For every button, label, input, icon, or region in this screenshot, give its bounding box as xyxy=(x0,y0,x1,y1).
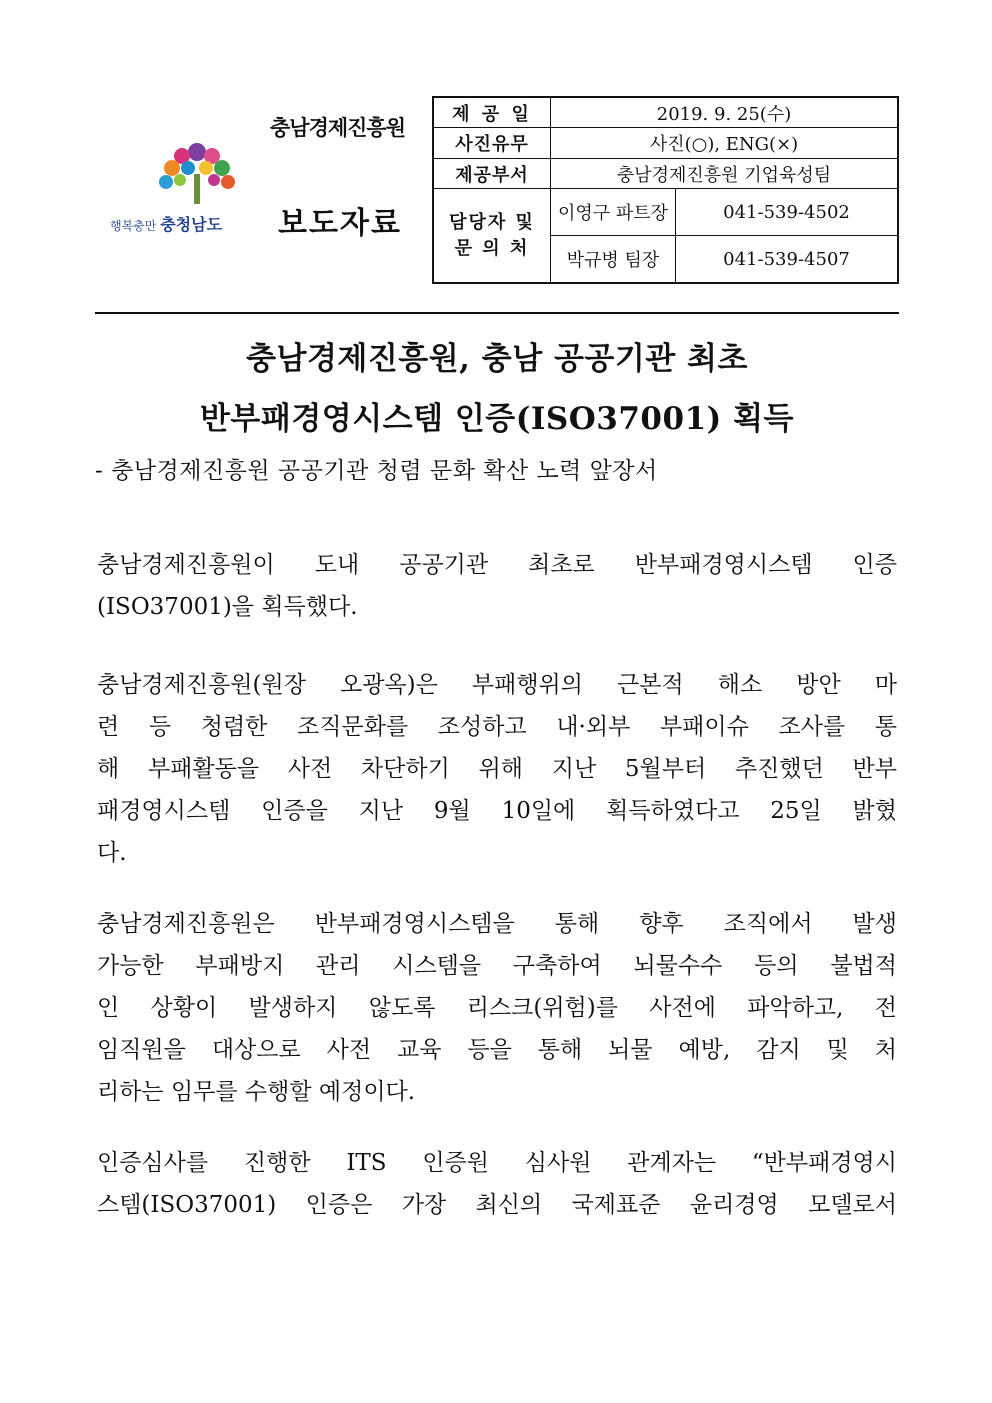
chungnam-logo xyxy=(100,140,250,240)
dept-value: 충남경제진흥원 기업육성팀 xyxy=(551,158,899,189)
date-label: 제 공 일 xyxy=(433,97,551,128)
paragraph-line: 패경영시스템 인증을 지난 9월 10일에 획득하였다고 25일 밝혔 xyxy=(97,798,897,824)
headline-line1: 충남경제진흥원, 충남 공공기관 최초 xyxy=(246,341,748,377)
paragraph-line: 인 상황이 발생하지 않도록 리스크(위험)를 사전에 파악하고, 전 xyxy=(97,995,897,1021)
contact-label-line1: 담당자 및 xyxy=(449,211,535,233)
logo-name: 충청남도 xyxy=(160,215,223,234)
paragraph-line: (ISO37001)을 획득했다. xyxy=(97,594,358,620)
paragraph-line: 충남경제진흥원은 반부패경영시스템을 통해 향후 조직에서 발생 xyxy=(97,911,897,937)
logo-tagline: 행복충만 xyxy=(110,219,157,233)
paragraph-line: 련 등 청렴한 조직문화를 조성하고 내·외부 부패이슈 조사를 통 xyxy=(97,714,897,740)
header-divider xyxy=(95,312,899,314)
contact-name: 이영구 파트장 xyxy=(551,189,676,236)
paragraph-3 xyxy=(97,903,897,1113)
contact-phone: 041-539-4507 xyxy=(676,236,899,283)
paragraph-1 xyxy=(97,544,897,628)
paragraph-line: 충남경제진흥원(원장 오광옥)은 부패행위의 근본적 해소 방안 마 xyxy=(97,672,897,698)
paragraph-line: 충남경제진흥원이 도내 공공기관 최초로 반부패경영시스템 인증 xyxy=(97,552,897,578)
paragraph-4 xyxy=(97,1142,897,1226)
date-value: 2019. 9. 25(수) xyxy=(551,97,899,128)
contact-label xyxy=(433,189,551,283)
paragraph-line: 인증심사를 진행한 ITS 인증원 심사원 관계자는 “반부패경영시 xyxy=(97,1150,897,1176)
headline-line2: 반부패경영시스템 인증(ISO37001) 획득 xyxy=(199,401,794,437)
paragraph-line: 스템(ISO37001) 인증은 가장 최신의 국제표준 윤리경영 모델로서 xyxy=(97,1192,897,1218)
press-release-label: 보도자료 xyxy=(278,206,402,241)
release-info-table xyxy=(432,96,899,284)
photo-value: 사진(○), ENG(×) xyxy=(551,128,899,159)
dept-label: 제공부서 xyxy=(433,158,551,189)
photo-label: 사진유무 xyxy=(433,128,551,159)
tree-logo-icon xyxy=(152,140,242,210)
paragraph-line: 리하는 임무를 수행할 예정이다. xyxy=(97,1079,416,1105)
logo-wordmark xyxy=(110,212,222,235)
paragraph-line: 임직원을 대상으로 사전 교육 등을 통해 뇌물 예방, 감지 및 처 xyxy=(97,1037,897,1063)
subheadline: - 충남경제진흥원 공공기관 청렴 문화 확산 노력 앞장서 xyxy=(95,458,658,484)
paragraph-line: 다. xyxy=(97,840,127,866)
contact-name: 박규병 팀장 xyxy=(551,236,676,283)
paragraph-2 xyxy=(97,664,897,874)
org-name: 충남경제진흥원 xyxy=(270,115,406,140)
paragraph-line: 해 부패활동을 사전 차단하기 위해 지난 5월부터 추진했던 반부 xyxy=(97,756,897,782)
contact-phone: 041-539-4502 xyxy=(676,189,899,236)
contact-label-line2: 문 의 처 xyxy=(454,237,530,259)
paragraph-line: 가능한 부패방지 관리 시스템을 구축하여 뇌물수수 등의 불법적 xyxy=(97,953,897,979)
